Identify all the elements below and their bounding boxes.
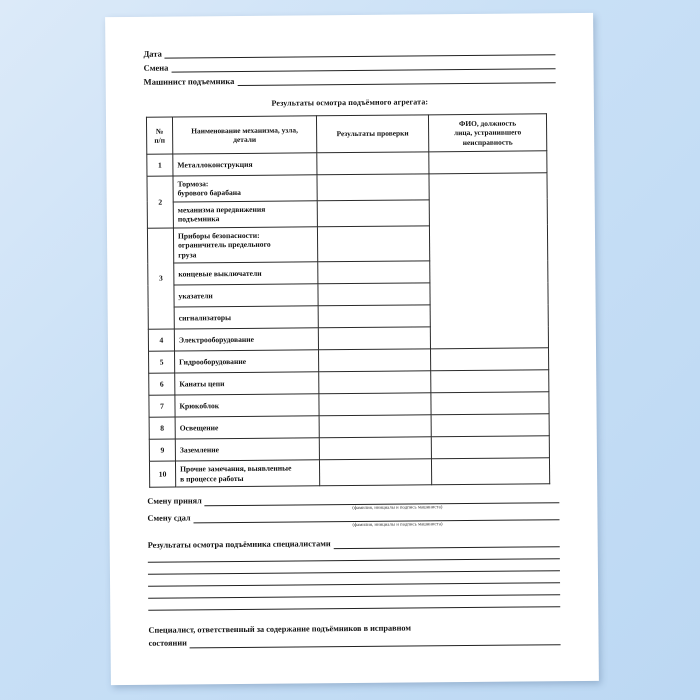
row-result-cell[interactable] bbox=[319, 393, 431, 416]
row-result-cell[interactable] bbox=[318, 305, 430, 328]
row-result-cell[interactable] bbox=[319, 459, 431, 486]
responsible-specialist-line1: Специалист, ответственный за содержание подъёмников в исправном bbox=[148, 623, 412, 635]
row-item-name: концевые выключатели bbox=[174, 262, 318, 285]
row-item-name: Электрооборудование bbox=[174, 328, 318, 351]
header-field-shift bbox=[143, 59, 555, 73]
row-number: 10 bbox=[149, 461, 175, 487]
inspection-table bbox=[146, 113, 550, 488]
header-field-operator-rule[interactable] bbox=[237, 73, 555, 86]
header-field-shift-rule[interactable] bbox=[171, 59, 555, 72]
row-item-name: Приборы безопасности: ограничитель предельного груза bbox=[173, 227, 317, 264]
row-number: 2 bbox=[147, 176, 173, 228]
row-item-name: механизма передвижения подъемника bbox=[173, 201, 317, 228]
shift-accepted-hint: (фамилия, инициалы и подпись машиниста) bbox=[352, 504, 443, 511]
footer-section bbox=[147, 493, 560, 649]
row-fio-cell[interactable] bbox=[429, 151, 547, 174]
responsible-specialist-rule[interactable] bbox=[190, 635, 561, 648]
header-field-date-label: Дата bbox=[143, 48, 162, 59]
header-field-date bbox=[143, 45, 555, 59]
specialists-results-block bbox=[148, 537, 561, 611]
specialists-results-rule[interactable] bbox=[334, 537, 560, 549]
row-item-name: Тормоза: бурового барабана bbox=[173, 175, 317, 202]
row-number: 8 bbox=[149, 417, 175, 439]
row-fio-cell[interactable] bbox=[429, 173, 549, 349]
row-result-cell[interactable] bbox=[317, 200, 429, 227]
document-body bbox=[143, 45, 560, 649]
row-number: 4 bbox=[148, 329, 174, 351]
row-number: 5 bbox=[149, 351, 175, 373]
row-number: 9 bbox=[149, 439, 175, 461]
row-result-cell[interactable] bbox=[319, 371, 431, 394]
row-number: 7 bbox=[149, 395, 175, 417]
column-header-fio-line1: ФИО, должность bbox=[458, 118, 517, 129]
column-header-num bbox=[146, 117, 172, 154]
column-header-fio-line2: лица, устранившего bbox=[453, 127, 522, 138]
row-item-name: Гидрооборудование bbox=[175, 350, 319, 373]
document-sheet bbox=[105, 13, 599, 685]
row-item-name: Канаты цепи bbox=[175, 372, 319, 395]
row-fio-cell[interactable] bbox=[431, 392, 549, 415]
page-title: Результаты осмотра подъёмного агрегата: bbox=[271, 97, 429, 108]
row-result-cell[interactable] bbox=[318, 327, 430, 350]
column-header-name-line1: Наименование механизма, узла, bbox=[191, 125, 298, 136]
header-field-operator bbox=[144, 73, 556, 87]
row-number: 1 bbox=[147, 154, 173, 176]
column-header-num-line1: № bbox=[155, 126, 164, 136]
shift-handed-hint: (фамилия, инициалы и подпись машиниста) bbox=[352, 521, 443, 528]
row-result-cell[interactable] bbox=[318, 261, 430, 284]
row-fio-cell[interactable] bbox=[431, 348, 549, 371]
header-field-date-rule[interactable] bbox=[165, 45, 556, 58]
row-item-name: Освещение bbox=[175, 416, 319, 439]
column-header-name bbox=[172, 116, 316, 154]
inspection-table-body bbox=[147, 151, 550, 488]
row-fio-cell[interactable] bbox=[431, 370, 549, 393]
row-fio-cell[interactable] bbox=[431, 436, 549, 459]
row-item-name: сигнализаторы bbox=[174, 306, 318, 329]
specialists-blank-line-5[interactable] bbox=[148, 595, 560, 611]
row-item-name: Металлоконструкция bbox=[173, 153, 317, 176]
row-number: 3 bbox=[147, 228, 174, 330]
responsible-specialist-line2-row bbox=[149, 635, 561, 649]
shift-handed-label: Смену сдал bbox=[147, 513, 191, 523]
row-result-cell[interactable] bbox=[317, 174, 429, 201]
table-row bbox=[147, 173, 547, 202]
column-header-result: Результаты проверки bbox=[316, 115, 428, 153]
column-header-fio bbox=[428, 114, 546, 152]
row-result-cell[interactable] bbox=[318, 283, 430, 306]
column-header-fio-line3: неисправность bbox=[462, 137, 513, 147]
header-field-operator-label: Машинист подъемника bbox=[143, 76, 235, 87]
row-result-cell[interactable] bbox=[319, 349, 431, 372]
row-result-cell[interactable] bbox=[319, 415, 431, 438]
responsible-specialist-line2: состоянии bbox=[148, 638, 187, 649]
table-row bbox=[149, 458, 549, 487]
header-field-shift-label: Смена bbox=[143, 62, 169, 73]
column-header-num-line2: п/п bbox=[154, 135, 165, 145]
specialists-results-label: Результаты осмотра подъёмника специалистами bbox=[147, 539, 331, 550]
row-result-cell[interactable] bbox=[317, 226, 429, 262]
row-item-name: Заземление bbox=[175, 438, 319, 461]
row-item-name: Прочие замечания, выявленные в процессе работы bbox=[175, 460, 319, 487]
row-fio-cell[interactable] bbox=[431, 458, 549, 485]
column-header-name-line2: детали bbox=[233, 134, 257, 144]
row-result-cell[interactable] bbox=[319, 437, 431, 460]
row-fio-cell[interactable] bbox=[431, 414, 549, 437]
responsible-specialist-block bbox=[148, 621, 560, 649]
header-fields bbox=[143, 45, 555, 87]
table-header-row bbox=[146, 114, 546, 154]
row-result-cell[interactable] bbox=[317, 152, 429, 175]
row-number: 6 bbox=[149, 373, 175, 395]
shift-accepted-label: Смену принял bbox=[147, 496, 202, 506]
row-item-name: Крюкоблок bbox=[175, 394, 319, 417]
row-item-name: указатели bbox=[174, 284, 318, 307]
